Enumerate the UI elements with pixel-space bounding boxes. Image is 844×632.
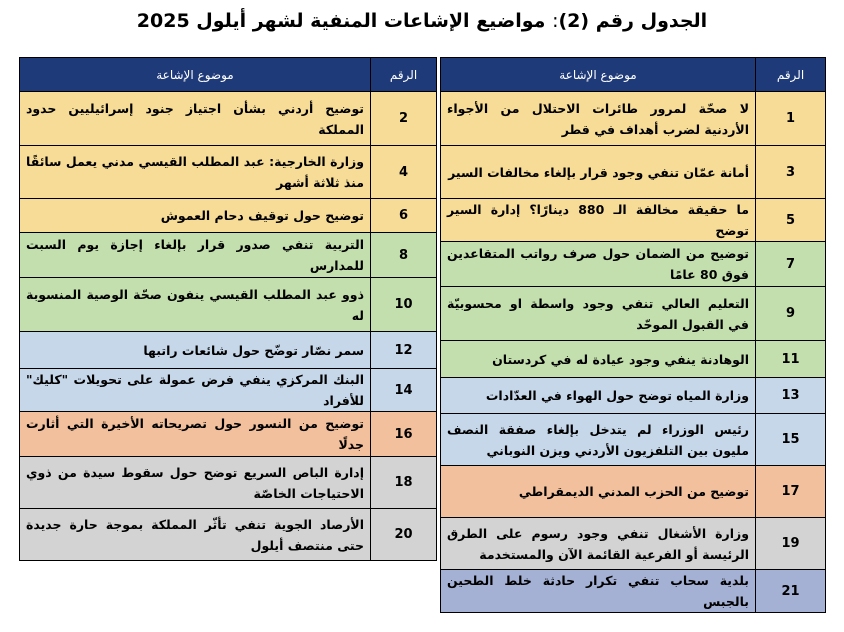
page-title: [0, 6, 844, 36]
rumor-topic: وزارة الأشغال تنفي وجود رسوم على الطرق الرئيسة أو الفرعية القائمة الآن والمستخدمة: [441, 518, 756, 570]
rumor-topic: التربية تنفي صدور قرار بإلغاء إجازة يوم السبت للمدارس: [20, 233, 371, 278]
rumor-number: 6: [371, 199, 437, 233]
rumor-number: 21: [756, 570, 826, 613]
rumor-topic: إدارة الباص السريع توضح حول سقوط سيدة من ذوي الاحتياجات الخاصّة: [20, 457, 371, 509]
rumor-topic: ذوو عبد المطلب القيسي ينفون صحّة الوصية المنسوبة له: [20, 278, 371, 332]
table-row: [20, 369, 437, 412]
rumor-number: 2: [371, 92, 437, 146]
table-row: [441, 92, 826, 146]
rumor-topic: الوهادنة ينفي وجود عيادة له في كردستان: [441, 341, 756, 378]
rumor-number: 17: [756, 466, 826, 518]
rumor-topic: التعليم العالي تنفي وجود واسطة او محسوبيّة في القبول الموحّد: [441, 287, 756, 341]
rumor-number: 14: [371, 369, 437, 412]
rumor-topic: ما حقيقة مخالفة الـ 880 دينارًا؟ إدارة السير توضح: [441, 199, 756, 242]
table-row: [441, 341, 826, 378]
rumor-number: 18: [371, 457, 437, 509]
rumor-number: 5: [756, 199, 826, 242]
rumor-number: 8: [371, 233, 437, 278]
rumor-topic: رئيس الوزراء لم يتدخل بإلغاء صفقة النصف مليون بين التلفزيون الأردني ويزن النوباني: [441, 414, 756, 466]
rumor-number: 12: [371, 332, 437, 369]
rumor-number: 16: [371, 412, 437, 457]
rumor-topic: البنك المركزي ينفي فرض عمولة على تحويلات "كليك" للأفراد: [20, 369, 371, 412]
rumor-number: 7: [756, 242, 826, 287]
rumors-table-right: [440, 57, 826, 613]
rumor-topic: توضيح أردني بشأن اجتياز جنود إسرائيليين حدود المملكة: [20, 92, 371, 146]
rumor-topic: وزارة الخارجية: عبد المطلب القيسي مدني يعمل سائقًا منذ ثلاثة أشهر: [20, 146, 371, 199]
table-row: [20, 332, 437, 369]
table-header-row: [441, 58, 826, 92]
rumor-number: 11: [756, 341, 826, 378]
rumor-number: 10: [371, 278, 437, 332]
table-header-row: [20, 58, 437, 92]
table-row: [441, 518, 826, 570]
rumors-table-left: [19, 57, 437, 561]
rumor-topic: توضيح حول توقيف دحام العموش: [20, 199, 371, 233]
table-row: [20, 92, 437, 146]
title-prefix: الجدول رقم (2): [558, 10, 708, 32]
title-colon: :: [552, 10, 559, 32]
rumor-topic: توضيح من الضمان حول صرف رواتب المتقاعدين فوق 80 عامًا: [441, 242, 756, 287]
rumor-number: 20: [371, 509, 437, 561]
table-row: [441, 414, 826, 466]
table-row: [441, 466, 826, 518]
number-column-header: الرقم: [756, 58, 826, 92]
rumor-number: 1: [756, 92, 826, 146]
rumor-topic: توضيح من النسور حول تصريحاته الأخيرة التي أثارت جدلًا: [20, 412, 371, 457]
rumor-topic: وزارة المياه توضح حول الهواء في العدّادات: [441, 378, 756, 414]
table-row: [20, 233, 437, 278]
table-row: [20, 509, 437, 561]
table-row: [20, 146, 437, 199]
rumor-topic: الأرصاد الجوية تنفي تأثّر المملكة بموجة حارة جديدة حتى منتصف أيلول: [20, 509, 371, 561]
rumor-topic: توضيح من الحزب المدني الديمقراطي: [441, 466, 756, 518]
title-rest: مواضيع الإشاعات المنفية لشهر أيلول 2025: [136, 10, 553, 32]
rumor-number: 15: [756, 414, 826, 466]
rumor-number: 9: [756, 287, 826, 341]
table-row: [20, 199, 437, 233]
rumor-number: 3: [756, 146, 826, 199]
rumor-topic: أمانة عمّان تنفي وجود قرار بإلغاء مخالفات السير: [441, 146, 756, 199]
table-row: [441, 146, 826, 199]
table-row: [441, 570, 826, 613]
topic-column-header: موضوع الإشاعة: [20, 58, 371, 92]
rumor-topic: لا صحّة لمرور طائرات الاحتلال من الأجواء الأردنية لضرب أهداف في قطر: [441, 92, 756, 146]
rumor-number: 19: [756, 518, 826, 570]
table-row: [20, 457, 437, 509]
table-row: [20, 278, 437, 332]
number-column-header: الرقم: [371, 58, 437, 92]
table-row: [441, 378, 826, 414]
rumor-number: 13: [756, 378, 826, 414]
rumor-topic: بلدية سحاب تنفي تكرار حادثة خلط الطحين بالجبس: [441, 570, 756, 613]
table-row: [441, 287, 826, 341]
rumor-topic: سمر نصّار توضّح حول شائعات راتبها: [20, 332, 371, 369]
topic-column-header: موضوع الإشاعة: [441, 58, 756, 92]
table-row: [20, 412, 437, 457]
table-row: [441, 242, 826, 287]
rumor-number: 4: [371, 146, 437, 199]
table-row: [441, 199, 826, 242]
